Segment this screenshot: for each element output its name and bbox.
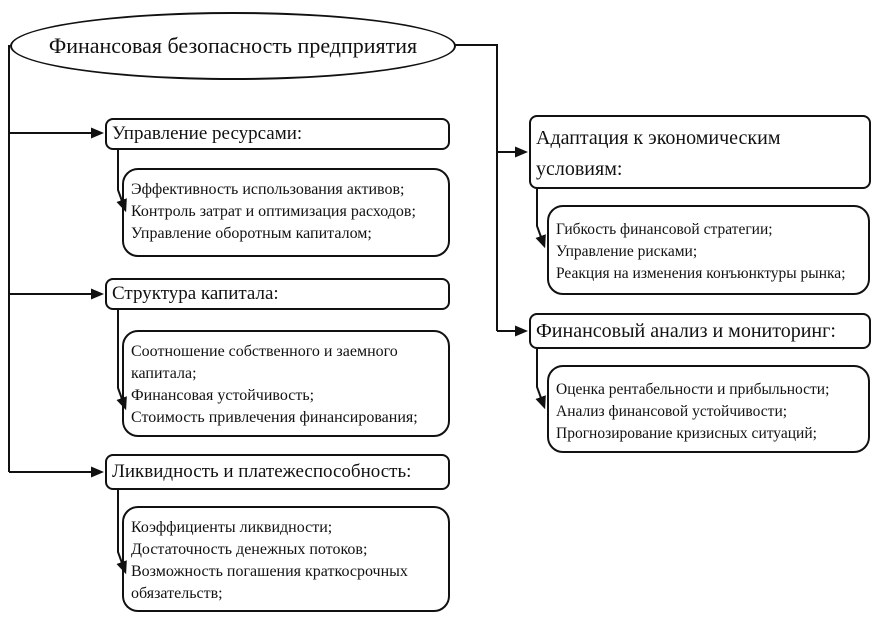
arrow-analysis-details — [537, 349, 541, 398]
right-trunk-line — [455, 45, 497, 331]
financial-analysis-label: Финансовый анализ и мониторинг: — [536, 320, 836, 342]
root-node-financial-security — [10, 12, 456, 80]
detail-item: Контроль затрат и оптимизация расходов; — [131, 203, 416, 220]
liquidity-solvency-header — [105, 454, 450, 490]
detail-item: Прогнозирование кризисных ситуаций; — [556, 425, 817, 442]
liquidity-solvency-label: Ликвидность и платежеспособность: — [112, 460, 412, 482]
capital-structure-header — [105, 278, 450, 310]
resources-management-details — [122, 168, 450, 257]
detail-item: Соотношение собственного и заемного капитала; — [131, 343, 398, 382]
detail-item: Управление оборотным капиталом; — [131, 225, 372, 242]
detail-item: Возможность погашения краткосрочных обязательств; — [131, 563, 408, 602]
detail-item: Анализ финансовой устойчивости; — [556, 403, 788, 420]
detail-item: Оценка рентабельности и прибыльности; — [556, 381, 830, 398]
detail-item: Управление рисками; — [556, 243, 698, 260]
resources-management-label: Управление ресурсами: — [112, 122, 303, 144]
resources-management-header — [105, 118, 450, 150]
detail-item: Реакция на изменения конъюнктуры рынка; — [556, 265, 846, 282]
root-title: Финансовая безопасность предприятия — [48, 33, 418, 58]
liquidity-solvency-details — [122, 506, 450, 612]
left-trunk-line — [9, 46, 10, 472]
capital-structure-label: Структура капитала: — [112, 282, 279, 304]
arrow-adaptation-details — [537, 189, 541, 237]
financial-analysis-header — [529, 313, 871, 349]
capital-structure-details — [122, 330, 450, 437]
detail-item: Стоимость привлечения финансирования; — [131, 409, 418, 426]
economic-adaptation-details — [547, 205, 870, 295]
economic-adaptation-header — [529, 115, 871, 189]
detail-item: Эффективность использования активов; — [131, 181, 405, 198]
detail-item: Финансовая устойчивость; — [131, 387, 315, 404]
economic-adaptation-label: Адаптация к экономическим условиям: — [536, 127, 781, 180]
detail-item: Коэффициенты ликвидности; — [131, 519, 333, 536]
detail-item: Достаточность денежных потоков; — [131, 541, 368, 558]
detail-item: Гибкость финансовой стратегии; — [556, 221, 773, 238]
financial-analysis-details — [547, 365, 870, 453]
